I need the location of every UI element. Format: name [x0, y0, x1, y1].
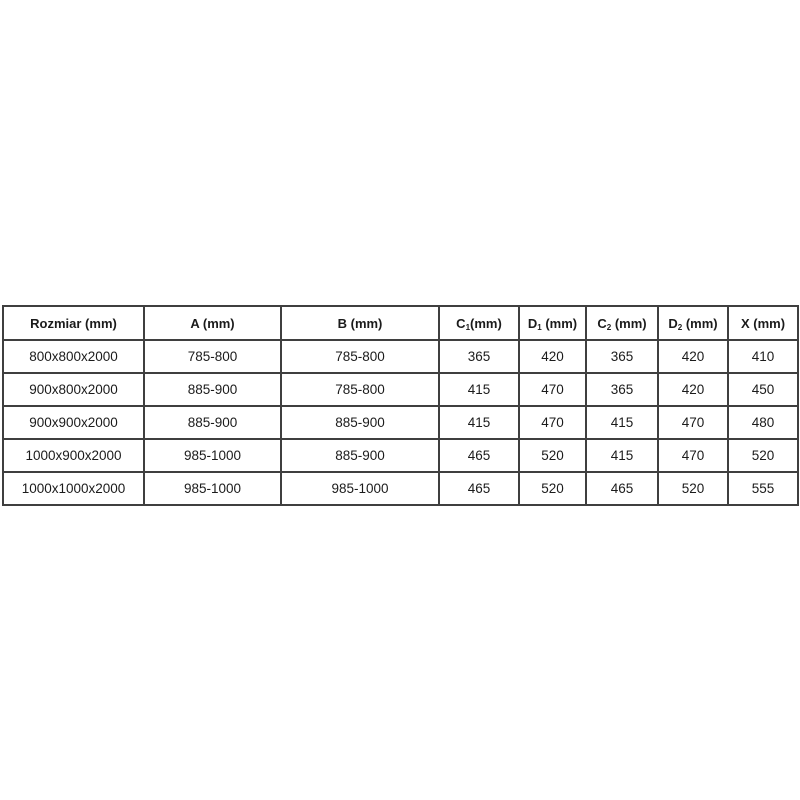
cell-x: 555: [728, 472, 798, 505]
cell-size: 1000x1000x2000: [3, 472, 144, 505]
col-header-d1: $D_1$ (mm): [519, 306, 586, 340]
col-header-c1: $C_1(mm)$: [439, 306, 519, 340]
cell-size: 1000x900x2000: [3, 439, 144, 472]
cell-c2: 415: [586, 406, 658, 439]
cell-size: 900x800x2000: [3, 373, 144, 406]
cell-d1: 470: [519, 373, 586, 406]
col-header-b: B (mm): [281, 306, 439, 340]
cell-x: 410: [728, 340, 798, 373]
cell-d2: 470: [658, 439, 728, 472]
cell-d1: 520: [519, 439, 586, 472]
cell-d1: 470: [519, 406, 586, 439]
cell-c2: 415: [586, 439, 658, 472]
cell-b: 785-800: [281, 373, 439, 406]
table-row: [3, 406, 798, 439]
cell-a: 985-1000: [144, 439, 281, 472]
table-row: [3, 472, 798, 505]
table-row: [3, 340, 798, 373]
cell-b: 985-1000: [281, 472, 439, 505]
cell-c1: 465: [439, 472, 519, 505]
cell-x: 450: [728, 373, 798, 406]
cell-b: 785-800: [281, 340, 439, 373]
cell-d2: 470: [658, 406, 728, 439]
cell-a: 885-900: [144, 406, 281, 439]
cell-x: 480: [728, 406, 798, 439]
cell-b: 885-900: [281, 439, 439, 472]
col-header-a: A (mm): [144, 306, 281, 340]
cell-size: 900x900x2000: [3, 406, 144, 439]
cell-c1: 465: [439, 439, 519, 472]
cell-c1: 415: [439, 406, 519, 439]
subscript: 2: [677, 322, 683, 332]
subscript: 1: [465, 322, 471, 332]
subscript: 2: [606, 322, 612, 332]
cell-d1: 520: [519, 472, 586, 505]
cell-d1: 420: [519, 340, 586, 373]
cell-x: 520: [728, 439, 798, 472]
cell-size: 800x800x2000: [3, 340, 144, 373]
cell-c2: 465: [586, 472, 658, 505]
dimensions-table: [2, 305, 799, 506]
cell-a: 885-900: [144, 373, 281, 406]
cell-c1: 365: [439, 340, 519, 373]
col-header-c2: $C_2$ (mm): [586, 306, 658, 340]
cell-d2: 420: [658, 373, 728, 406]
table-row: [3, 439, 798, 472]
cell-a: 785-800: [144, 340, 281, 373]
cell-a: 985-1000: [144, 472, 281, 505]
subscript: 1: [537, 322, 542, 332]
cell-d2: 520: [658, 472, 728, 505]
cell-c2: 365: [586, 340, 658, 373]
col-header-rozmiar: Rozmiar (mm): [3, 306, 144, 340]
header-row: [3, 306, 798, 340]
cell-c2: 365: [586, 373, 658, 406]
cell-c1: 415: [439, 373, 519, 406]
col-header-d2: $D_2$ (mm): [658, 306, 728, 340]
cell-b: 885-900: [281, 406, 439, 439]
col-header-x: X (mm): [728, 306, 798, 340]
table-row: [3, 373, 798, 406]
cell-d2: 420: [658, 340, 728, 373]
